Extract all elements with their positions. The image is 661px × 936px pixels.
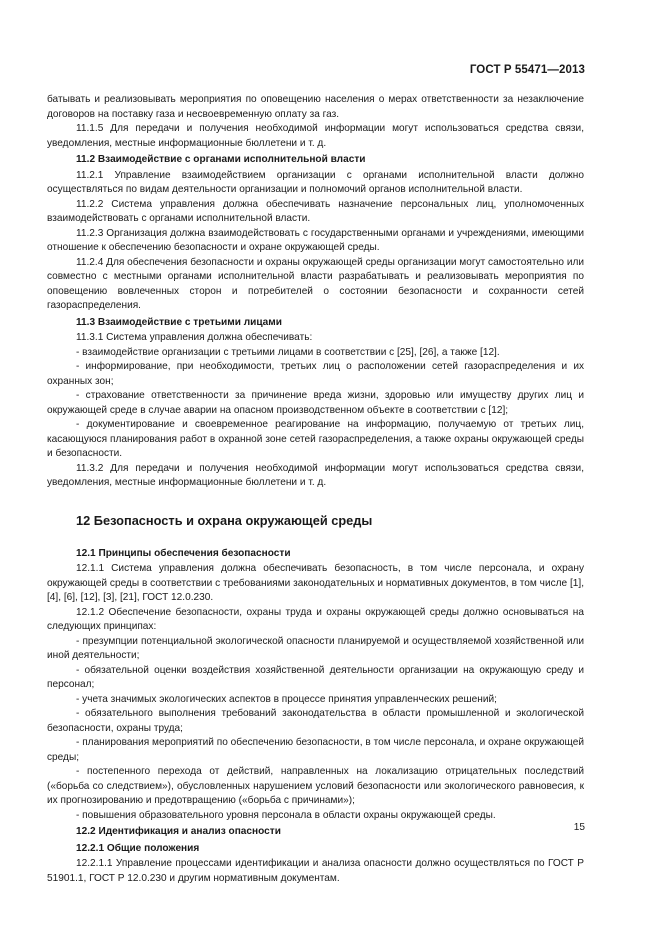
paragraph: - презумпции потенциальной экологической опасности планируемой и осуществляемой хозяйственной или иной деятельности; (47, 635, 584, 661)
paragraph: - страхование ответственности за причинение вреда жизни, здоровью или имуществу других лиц и окружающей среде в случае аварии на опасном производственном объекте в соответствии с [12]; (47, 390, 584, 416)
subsection-heading: 11.2 Взаимодействие с органами исполнительной власти (76, 154, 366, 165)
subsection-heading: 11.3 Взаимодействие с третьими лицами (76, 316, 282, 328)
paragraph: 11.2.3 Организация должна взаимодействовать с государственными органами и учреждениями, имеющими отношение к обеспечению безопасности и охране окружающей среды. (47, 227, 584, 253)
paragraph: 11.1.5 Для передачи и получения необходимой информации могут использоваться средства связи, уведомления, местные информационные бюллетени и т. д. (47, 123, 584, 149)
paragraph: 11.3.2 Для передачи и получения необходимой информации могут использоваться средства связи, уведомления, местные информационные бюллетени и т. д. (47, 462, 584, 488)
section-heading: 12 Безопасность и охрана окружающей среды (76, 512, 373, 528)
paragraph: 11.2.1 Управление взаимодействием организации с органами исполнительной власти должно осуществляться по видам деятельности организации и полномочий органов исполнительной власти. (47, 169, 584, 195)
paragraph: - документирование и своевременное реагирование на информацию, получаемую от третьих лиц, касающуюся планирования работ в охранной зоне сетей газораспределения, а также охраны окружающей среды и безопасности. (47, 419, 584, 459)
subsection-heading: 12.2 Идентификация и анализ опасности (76, 826, 281, 837)
paragraph: - обязательного выполнения требований законодательства в области промышленной и экологической безопасности, охраны труда; (47, 708, 584, 734)
paragraph: - повышения образовательного уровня персонала в области охраны окружающей среды. (76, 809, 496, 821)
subsection-heading: 12.2.1 Общие положения (76, 842, 200, 854)
paragraph: 12.2.1.1 Управление процессами идентификации и анализа опасности должно осуществляться по ГОСТ Р 51901.1, ГОСТ Р 12.0.230 и другим нормативным документам. (47, 858, 584, 884)
document-body (47, 93, 584, 886)
paragraph: 11.2.4 Для обеспечения безопасности и охраны окружающей среды организации могут самостоятельно или совместно с местными органами исполнительной власти разрабатывать и реализовывать мероприятия по оповещению вовлеченных сторон и потребителей о состоянии безопасности и сохранности сетей газораспределения. (47, 256, 584, 311)
paragraph: - планирования мероприятий по обеспечению безопасности, в том числе персонала, и охране окружающей среды; (47, 737, 584, 763)
subsection-heading: 12.1 Принципы обеспечения безопасности (76, 547, 291, 559)
paragraph: батывать и реализовывать мероприятия по оповещению населения о мерах ответственности за незаключение договоров на поставку газа и несвоевременную оплату за газ. (47, 94, 584, 120)
paragraph: 11.2.2 Система управления должна обеспечивать назначение персональных лиц, уполномоченных взаимодействовать с органами исполнительной власти. (47, 198, 584, 224)
paragraph: - информирование, при необходимости, третьих лиц о расположении сетей газораспределения и их охранных зон; (47, 361, 584, 387)
paragraph: - постепенного перехода от действий, направленных на локализацию отрицательных последствий («борьба со следствием»), обусловленных нарушением условий безопасности или экологического равновесия, к их прогнозированию и предотвращению («борьба с причинами»); (47, 766, 584, 806)
paragraph: - обязательной оценки воздействия хозяйственной деятельности организации на окружающую среду и персонал; (47, 664, 584, 690)
paragraph: - взаимодействие организации с третьими лицами в соответствии с [25], [26], а также [12]. (76, 346, 500, 358)
paragraph: 12.1.2 Обеспечение безопасности, охраны труда и охраны окружающей среды должно основываться на следующих принципах: (47, 606, 584, 632)
paragraph: 12.1.1 Система управления должна обеспечивать безопасность, в том числе персонала, и охрану окружающей среды в соответствии с требованиями законодательных и нормативных документов, в том числе [1], [4], [6], [12], [3], [21], ГОСТ 12.0.230. (47, 563, 584, 603)
paragraph: 11.3.1 Система управления должна обеспечивать: (76, 332, 313, 343)
document-header: ГОСТ Р 55471—2013 (469, 64, 585, 76)
paragraph: - учета значимых экологических аспектов в процессе принятия управленческих решений; (76, 693, 497, 705)
page-number: 15 (573, 822, 585, 833)
